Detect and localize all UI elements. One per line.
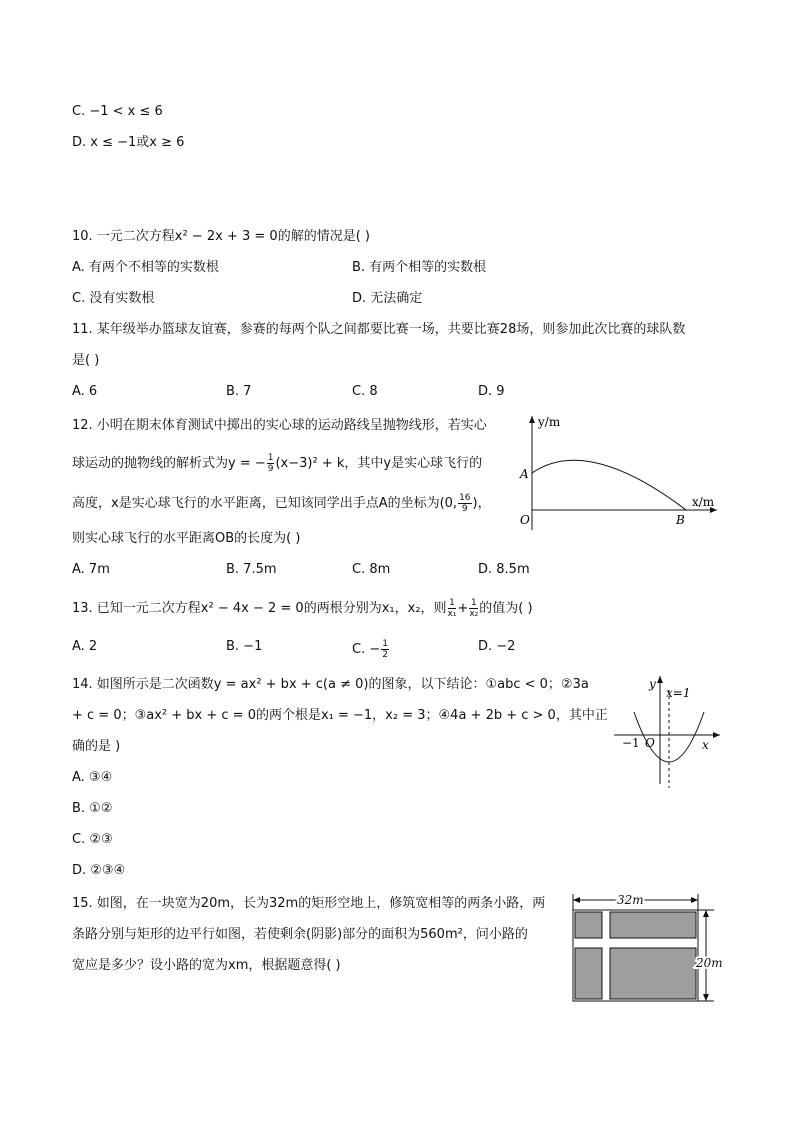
q14-option-c: C. ②③ [72, 832, 113, 847]
q13-stem: 13. 已知一元二次方程x² − 4x − 2 = 0的两根分别为x₁，x₂，则 $\frac{1}{\text{x₁}}$ + $\frac{1}{\text{x₂}}$ 的值为( ) [72, 598, 533, 619]
q14-x-label: x [702, 738, 709, 752]
q11-option-b: B. 7 [226, 384, 252, 399]
q15-up-arrow-icon [703, 910, 709, 917]
q13-option-b: B. −1 [226, 639, 263, 654]
q15-shaded-top-right [610, 912, 696, 938]
q15-shaded-top-left [575, 912, 602, 938]
q15-right-arrow-icon [691, 897, 698, 903]
q15-length-label: 32m [617, 893, 644, 907]
q15-field-figure [565, 890, 730, 1010]
q12-option-d: D. 8.5m [478, 562, 530, 577]
q12-trajectory-curve [532, 460, 686, 510]
q12-y-arrow-icon [529, 416, 535, 423]
q14-option-a: A. ③④ [72, 770, 113, 785]
q11-option-d: D. 9 [478, 384, 505, 399]
q12-stem-line4: 则实心球飞行的水平距离OB的长度为( ) [72, 531, 301, 546]
q14-option-b: B. ①② [72, 801, 113, 816]
q14-y-label: y [649, 677, 656, 691]
q14-option-d: D. ②③④ [72, 863, 126, 878]
q15-stem-line2: 条路分别与矩形的边平行如图，若使剩余(阴影)部分的面积为560m²，问小路的 [72, 927, 528, 942]
q14-x-arrow-icon [713, 732, 720, 738]
q14-quadratic-figure [608, 672, 733, 792]
q15-stem-line1: 15. 如图，在一块宽为20m，长为32m的矩形空地上，修筑宽相等的两条小路，两 [72, 896, 546, 911]
q10-option-a: A. 有两个不相等的实数根 [72, 260, 219, 275]
q10-option-c: C. 没有实数根 [72, 291, 155, 306]
q15-shaded-bottom-left [575, 948, 602, 999]
q10-option-d: D. 无法确定 [352, 291, 423, 306]
q14-neg1-label: −1 [622, 736, 640, 750]
q12-origin-label: O [520, 513, 530, 527]
q14-symmetry-label: x=1 [666, 686, 691, 700]
q15-shaded-bottom-right [610, 948, 696, 999]
q10-option-b: B. 有两个相等的实数根 [352, 260, 487, 275]
q12-option-c: C. 8m [352, 562, 391, 577]
q12-y-label: y/m [538, 415, 561, 429]
q12-option-a: A. 7m [72, 562, 110, 577]
q11-option-a: A. 6 [72, 384, 98, 399]
q12-stem-line3: 高度，x是实心球飞行的水平距离，已知该同学出手点A的坐标为(0, $\frac{16}{9}$ )， [72, 493, 491, 514]
q11-stem-line1: 11. 某年级举办篮球友谊赛，参赛的每两个队之间都要比赛一场，共要比赛28场，则参加此次比赛的球队数 [72, 322, 686, 337]
q15-down-arrow-icon [703, 994, 709, 1001]
q13-option-c: C. − $\frac{1}{2}$ [352, 639, 388, 660]
q12-stem-line1: 12. 小明在期末体育测试中掷出的实心球的运动路线呈抛物线形，若实心 [72, 418, 487, 433]
q12-point-b-label: B [676, 513, 685, 527]
q10-stem: 10. 一元二次方程x² − 2x + 3 = 0的解的情况是( ) [72, 229, 370, 244]
q14-stem-line3: 确的是 ) [72, 739, 121, 754]
q14-stem-line2: + c = 0；③ax² + bx + c = 0的两个根是x₁ = −1，x₂ = 3；④4a + 2b + c > 0，其中正 [72, 708, 608, 723]
q15-width-label: 20m [696, 956, 723, 970]
q15-stem-line3: 宽应是多少？设小路的宽为xm，根据题意得( ) [72, 958, 341, 973]
q13-option-d: D. −2 [478, 639, 516, 654]
q9-option-c: C. −1 < x ≤ 6 [72, 104, 163, 119]
q9-option-d: D. x ≤ −1或x ≥ 6 [72, 135, 185, 150]
q11-stem-line2: 是( ) [72, 353, 100, 368]
q15-left-arrow-icon [573, 897, 580, 903]
q12-stem-line2: 球运动的抛物线的解析式为y = − $\frac{1}{9}$ (x−3)² + k，其中y是实心球飞行的 [72, 453, 483, 474]
q14-y-arrow-icon [657, 676, 663, 683]
q11-option-c: C. 8 [352, 384, 378, 399]
q14-stem-line1: 14. 如图所示是二次函数y = ax² + bx + c(a ≠ 0)的图象，以下结论：①abc < 0；②3a [72, 677, 589, 692]
q13-option-a: A. 2 [72, 639, 98, 654]
q12-parabola-figure [512, 410, 727, 535]
q12-option-b: B. 7.5m [226, 562, 277, 577]
q14-origin-label: O [645, 736, 655, 750]
q12-point-a-label: A [520, 467, 529, 481]
q12-x-label: x/m [692, 495, 715, 509]
